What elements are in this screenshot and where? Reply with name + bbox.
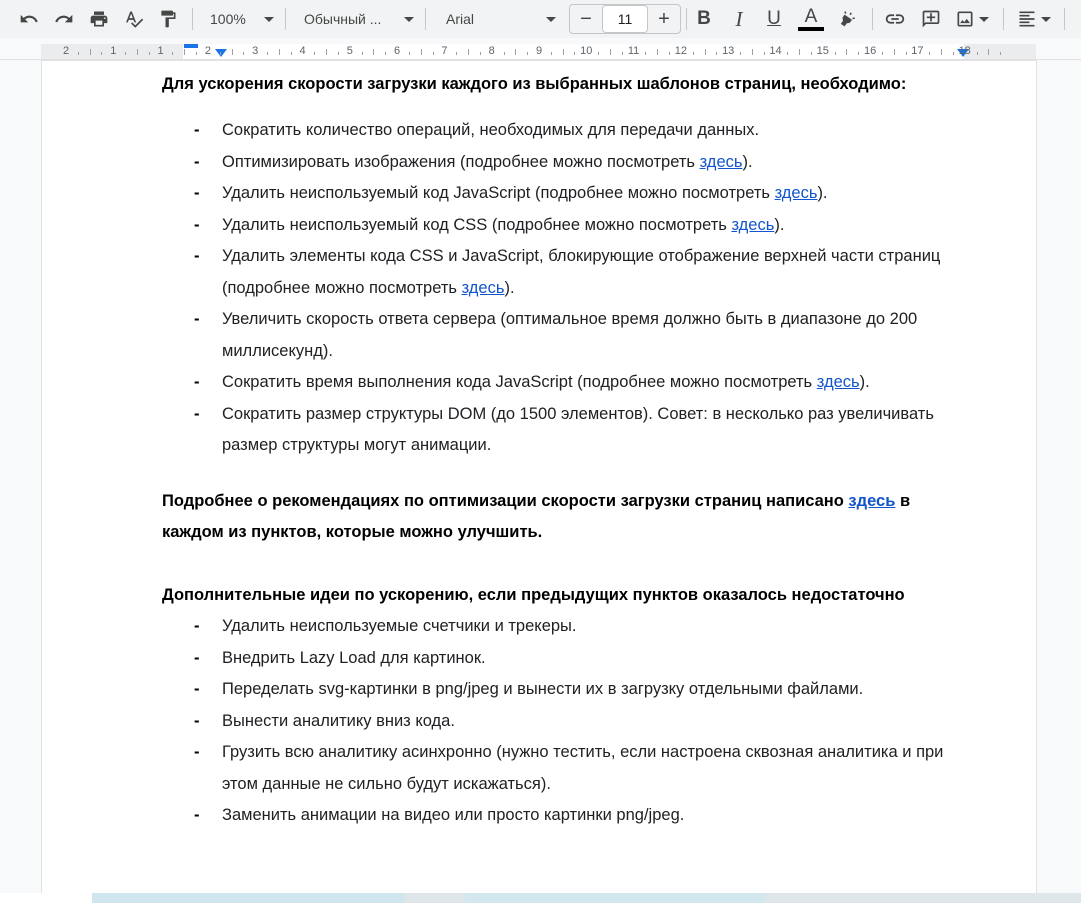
ruler-tick — [78, 52, 79, 55]
list-item — [162, 304, 965, 367]
list-item-text: Сократить время выполнения кода JavaScript (подробнее можно посмотреть — [222, 373, 817, 391]
ruler-number: 15 — [816, 45, 829, 57]
ruler-tick — [149, 52, 150, 55]
ruler-number: 17 — [911, 45, 924, 57]
zoom-value: 100% — [210, 11, 246, 27]
list-item-text-end: ). — [504, 278, 515, 297]
list-item-text: Оптимизировать изображения (подробнее можно посмотреть — [222, 152, 700, 171]
ruler-tick — [243, 52, 244, 55]
ruler-tick — [291, 52, 292, 55]
text-color-button[interactable] — [797, 5, 825, 33]
toolbar-separator — [872, 8, 873, 30]
ruler-number: 1 — [157, 45, 164, 57]
font-size-input[interactable]: 11 — [602, 5, 648, 33]
toolbar-separator — [425, 8, 426, 30]
ruler-tick — [622, 52, 623, 55]
ruler-number: 1 — [110, 45, 117, 57]
ruler-tick — [894, 49, 895, 55]
left-indent-handle[interactable] — [215, 49, 227, 57]
list-item-text: Сократить размер структуры DOM (до 1500 элементов). Совет: в несколько раз увеличивать размер структуры могут анимации. — [222, 404, 934, 454]
ruler-tick — [468, 49, 469, 55]
ruler-tick — [551, 52, 552, 55]
ruler-number: 13 — [722, 45, 735, 57]
undo-icon[interactable] — [16, 5, 42, 33]
additional-ideas-list — [162, 611, 965, 832]
ruler-tick — [858, 52, 859, 55]
ruler-number: 8 — [488, 45, 495, 57]
ruler-tick — [314, 52, 315, 55]
ruler-tick — [385, 52, 386, 55]
ruler-tick — [1000, 52, 1001, 55]
zoom-select[interactable] — [198, 5, 280, 33]
more-info-link[interactable]: здесь — [848, 491, 896, 510]
list-item: - Переделать svg-картинки в png/jpeg и вынести их в загрузку отдельными файлами. — [162, 674, 965, 706]
list-item-link[interactable]: здесь — [816, 373, 860, 391]
ruler-tick — [232, 49, 233, 55]
toolbar-separator — [285, 8, 286, 30]
toolbar-separator — [1064, 8, 1065, 30]
text-color-letter: A — [804, 5, 818, 27]
ruler-tick — [846, 49, 847, 55]
ruler-tick — [90, 49, 91, 55]
ruler-tick — [373, 49, 374, 55]
ruler-tick — [362, 52, 363, 55]
ruler-tick — [409, 52, 410, 55]
ruler-tick — [787, 52, 788, 55]
ruler-tick — [574, 52, 575, 55]
toolbar-separator — [686, 8, 687, 30]
ruler-tick — [953, 52, 954, 55]
list-item — [162, 210, 965, 242]
ruler-tick — [799, 49, 800, 55]
ruler-tick — [906, 52, 907, 55]
document-page[interactable] — [42, 61, 1036, 903]
list-item-text: Сократить количество операций, необходимых для передачи данных. — [222, 121, 760, 139]
heading-additional-ideas: Дополнительные идеи по ускорению, если предыдущих пунктов оказалось недостаточно — [162, 585, 905, 604]
ruler-number: 9 — [535, 45, 543, 57]
ruler-number: 12 — [674, 45, 688, 57]
more-info-paragraph — [162, 486, 965, 549]
ruler-tick — [125, 52, 126, 55]
list-item-text-end: ). — [817, 184, 828, 202]
ruler-number: 2 — [204, 45, 211, 57]
list-item-text: Удалить неиспользуемый код CSS (подробнее можно посмотреть — [222, 215, 732, 234]
ruler-number: 18 — [958, 45, 971, 57]
chevron-down-icon — [1041, 17, 1051, 22]
ruler-tick — [882, 52, 883, 55]
ruler-tick — [421, 49, 422, 55]
paint-format-icon[interactable] — [155, 5, 181, 33]
heading-speed-up: Для ускорения скорости загрузки каждого из выбранных шаблонов страниц, необходимо: — [162, 75, 907, 93]
ruler-number: 16 — [863, 45, 877, 57]
ruler-tick — [101, 52, 102, 55]
ruler-tick — [267, 52, 268, 55]
list-item — [162, 178, 965, 210]
ruler-tick — [657, 49, 658, 55]
ruler-tick — [811, 52, 812, 55]
ruler-tick — [172, 52, 173, 55]
ruler-tick — [279, 49, 280, 55]
list-item-text: Увеличить скорость ответа сервера (оптимальное время должно быть в диапазоне до 200 миллисекунд). — [222, 310, 918, 360]
list-item-link[interactable]: здесь — [461, 278, 505, 297]
ruler-number: 6 — [394, 45, 401, 57]
ruler-number: 7 — [441, 45, 448, 57]
ruler-tick — [941, 49, 942, 55]
align-left-icon[interactable] — [1012, 5, 1056, 33]
ruler-tick — [515, 49, 516, 55]
ruler-number: 4 — [299, 45, 306, 57]
ruler-tick — [752, 49, 753, 55]
ruler-number: 2 — [62, 45, 70, 57]
taskbar-strip — [0, 893, 1081, 903]
list-item-link[interactable]: здесь — [699, 152, 743, 171]
ruler-tick — [929, 52, 930, 55]
document-content[interactable] — [162, 61, 965, 832]
ruler-tick — [764, 52, 765, 55]
ruler-tick — [716, 52, 717, 55]
ruler-tick — [563, 49, 564, 55]
italic-button[interactable]: I — [735, 6, 743, 31]
chevron-down-icon — [264, 17, 274, 22]
toolbar-separator — [1003, 8, 1004, 30]
paragraph-style-value: Обычный ... — [304, 11, 382, 27]
chevron-down-icon — [979, 17, 989, 22]
ruler-tick — [456, 52, 457, 55]
list-item-text: Удалить неиспользуемый код JavaScript (подробнее можно посмотреть — [222, 184, 775, 202]
ruler-number: 14 — [769, 45, 782, 57]
list-item: - Заменить анимации на видео или просто картинки png/jpeg. — [162, 800, 965, 832]
print-icon[interactable] — [86, 5, 112, 33]
taskbar-segment — [465, 893, 765, 903]
taskbar-segment — [92, 893, 404, 903]
ruler-number: 5 — [346, 45, 353, 57]
chevron-down-icon — [404, 17, 414, 22]
ruler-tick — [433, 52, 434, 55]
link-icon[interactable] — [882, 5, 908, 33]
list-item: - Удалить неиспользуемые счетчики и трекеры. — [162, 611, 965, 643]
ruler-tick — [693, 52, 694, 55]
chevron-down-icon — [546, 17, 556, 22]
increase-font-size-button[interactable]: + — [658, 8, 670, 30]
ruler-tick — [527, 52, 528, 55]
list-item: - Грузить всю аналитику асинхронно (нужно тестить, если настроена сквозная аналитика и при этом данные не сильно будут искажаться). — [162, 737, 965, 800]
list-item-link[interactable]: здесь — [731, 215, 775, 234]
recommendations-list — [162, 115, 965, 462]
toolbar — [0, 0, 1081, 38]
underline-button[interactable]: U — [767, 8, 781, 29]
more-info-text-end: в каждом из пунктов, которые можно улучшить. — [162, 491, 911, 541]
ruler-tick — [480, 52, 481, 55]
highlighter-icon[interactable] — [834, 5, 860, 33]
ruler-tick — [610, 49, 611, 55]
spellcheck-icon[interactable] — [121, 5, 147, 33]
list-item-text: Удалить элементы кода CSS и JavaScript, блокирующие отображение верхней части страниц (подробнее можно посмотреть — [222, 247, 941, 297]
list-item-link[interactable]: здесь — [774, 184, 818, 202]
ruler-tick — [338, 52, 339, 55]
ruler-tick — [184, 49, 185, 55]
list-item — [162, 367, 965, 399]
ruler-number: 3 — [252, 45, 259, 57]
bold-button[interactable]: B — [697, 8, 711, 29]
list-item: - Вынести аналитику вниз кода. — [162, 706, 965, 738]
taskbar-segment — [0, 893, 92, 903]
font-family-value: Arial — [446, 11, 475, 27]
ruler-tick — [669, 52, 670, 55]
ruler-tick — [835, 52, 836, 55]
ruler-tick — [196, 52, 197, 55]
ruler-number: 11 — [627, 45, 640, 57]
list-item — [162, 241, 965, 304]
insert-image-icon[interactable] — [952, 5, 992, 33]
ruler-tick — [988, 49, 989, 55]
ruler-tick — [220, 52, 221, 55]
list-item — [162, 147, 965, 179]
list-item — [162, 115, 965, 147]
list-item-text-end: ). — [859, 373, 870, 391]
first-line-indent-handle[interactable] — [184, 44, 198, 48]
ruler-number: 10 — [580, 45, 593, 57]
list-item: - Внедрить Lazy Load для картинок. — [162, 643, 965, 675]
ruler-tick — [598, 52, 599, 55]
ruler-tick — [326, 49, 327, 55]
list-item-text-end: ). — [742, 152, 753, 171]
ruler-tick — [504, 52, 505, 55]
redo-icon[interactable] — [51, 5, 77, 33]
ruler-tick — [137, 49, 138, 55]
list-item — [162, 399, 965, 462]
add-comment-icon[interactable] — [918, 5, 944, 33]
more-info-text: Подробнее о рекомендациях по оптимизации скорости загрузки страниц написано — [162, 491, 849, 510]
decrease-font-size-button[interactable]: − — [580, 8, 592, 30]
horizontal-ruler[interactable] — [0, 44, 1081, 60]
ruler-tick — [977, 52, 978, 55]
toolbar-separator — [192, 8, 193, 30]
ruler-tick — [740, 52, 741, 55]
list-item-text-end: ). — [774, 215, 785, 234]
font-family-select[interactable] — [434, 5, 562, 33]
ruler-tick — [705, 49, 706, 55]
ruler-tick — [645, 52, 646, 55]
paragraph-style-select[interactable] — [292, 5, 420, 33]
document-canvas — [0, 61, 1081, 893]
text-color-swatch — [798, 27, 824, 31]
